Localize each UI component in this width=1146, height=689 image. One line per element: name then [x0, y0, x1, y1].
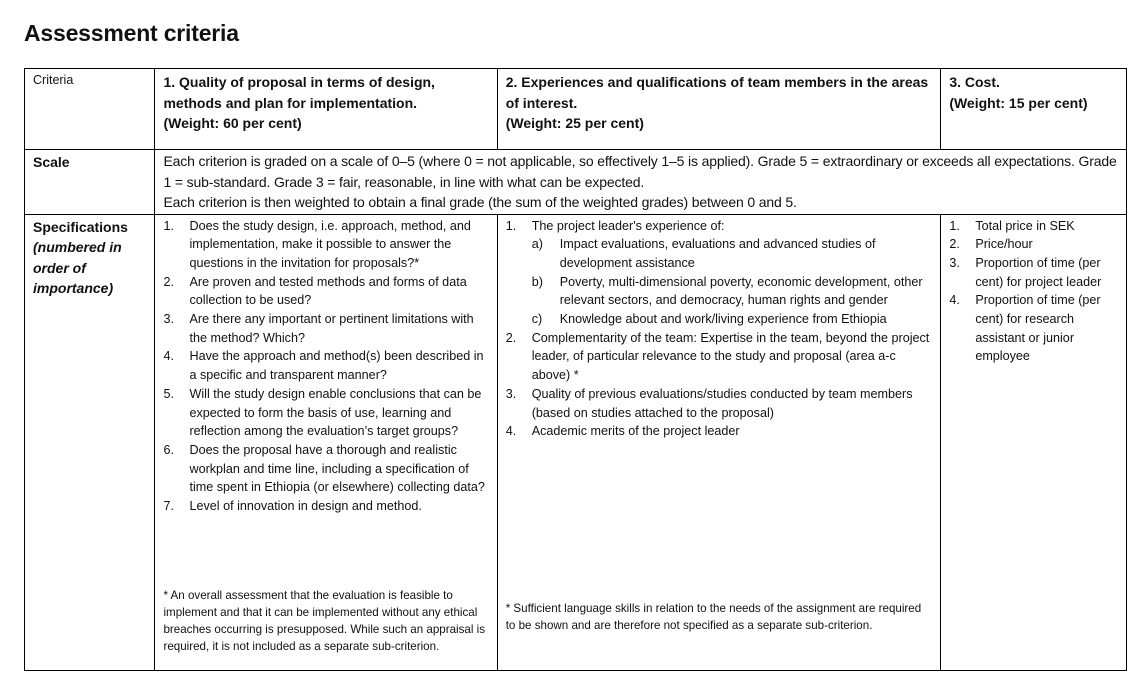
spec-item	[949, 291, 1120, 366]
criterion-2-spec-list	[498, 215, 941, 441]
spec-item	[163, 310, 490, 347]
criterion-2-weight: (Weight: 25 per cent)	[505, 115, 644, 131]
spec-item	[163, 273, 490, 310]
spec-text: Proportion of time (per cent) for project leader	[975, 255, 1102, 289]
scale-label-cell	[25, 150, 155, 215]
spec-text: Will the study design enable conclusions that can be expected to form the basis of use, learning and reflection among the evaluation’s target groups?	[189, 386, 482, 439]
spec-item	[506, 422, 935, 441]
specifications-label-note: (numbered in order of importance)	[33, 239, 122, 296]
spec-item	[949, 217, 1120, 236]
spec-text: Are there any important or pertinent limitations with the method? Which?	[189, 312, 474, 345]
criterion-2-specifications	[497, 214, 941, 670]
spec-item	[163, 217, 490, 273]
spec-number: 4.	[505, 424, 517, 439]
spec-sub-list	[532, 235, 935, 329]
criteria-label: Criteria	[33, 73, 74, 87]
spec-item	[506, 217, 935, 329]
spec-sub-letter: b)	[531, 274, 543, 289]
criterion-1-weight: (Weight: 60 per cent)	[163, 115, 302, 131]
spec-item	[949, 254, 1120, 291]
spec-item	[506, 329, 935, 385]
spec-number: 3.	[949, 255, 960, 270]
spec-item	[506, 385, 935, 422]
specifications-label-cell	[25, 214, 155, 670]
criterion-1-specifications	[155, 214, 497, 670]
spec-item	[163, 441, 490, 497]
spec-text: Does the study design, i.e. approach, method, and implementation, make it possible to answer the questions in the invitation for proposals?*	[189, 218, 471, 270]
spec-text: Have the approach and method(s) been described in a specific and transparent manner?	[189, 349, 484, 383]
spec-number: 2.	[163, 274, 174, 289]
page-title: Assessment criteria	[24, 20, 239, 46]
criterion-1-spec-list	[155, 215, 496, 516]
spec-number: 1.	[949, 218, 960, 233]
spec-text: Price/hour	[975, 237, 1033, 252]
spec-number: 4.	[163, 349, 174, 364]
spec-sub-text: Poverty, multi-dimensional poverty, economic development, other relevant sectors, and democracy, human rights and gender	[559, 274, 923, 308]
criterion-3-title: 3. Cost.	[949, 74, 1000, 90]
spec-text: Level of innovation in design and method.	[189, 499, 422, 514]
criterion-2-title: 2. Experiences and qualifications of team members in the areas of interest.	[505, 74, 929, 111]
specifications-label: Specifications	[33, 218, 128, 235]
criterion-1-footnote: * An overall assessment that the evaluation is feasible to implement and that it can be implemented without any ethical breaches occurring is presupposed. While such an appraisal is required, it is not included as a separate sub-criterion.	[163, 588, 486, 653]
spec-number: 2.	[505, 330, 517, 345]
criterion-3-weight: (Weight: 15 per cent)	[949, 94, 1088, 111]
spec-text: Total price in SEK	[975, 218, 1075, 233]
spec-number: 3.	[163, 312, 174, 327]
criterion-1-title: 1. Quality of proposal in terms of design, methods and plan for implementation.	[163, 74, 435, 111]
criterion-3-specifications	[941, 214, 1127, 670]
spec-text: Does the proposal have a thorough and realistic workplan and time line, including a specification of time spent in Ethiopia (or elsewhere) collecting data?	[189, 442, 485, 495]
criteria-label-cell	[25, 69, 155, 150]
spec-sub-letter: a)	[531, 237, 543, 252]
spec-number: 4.	[949, 293, 960, 308]
spec-item	[949, 235, 1120, 254]
spec-text: Academic merits of the project leader	[531, 424, 740, 439]
spec-text: The project leader's experience of:	[531, 218, 725, 233]
spec-number: 5.	[163, 386, 174, 401]
spec-number: 1.	[163, 218, 174, 233]
scale-weighting-note: Each criterion is then weighted to obtain a final grade (the sum of the weighted grades) between 0 and 5.	[163, 194, 797, 210]
criterion-2-header	[497, 69, 941, 150]
scale-description: Each criterion is graded on a scale of 0–5 (where 0 = not applicable, so effectively 1–5 is applied). Grade 5 = extraordinary or exceeds all expectations. Grade 1 = sub-standard. Grade 3 = fair, reasonable, in line with what can be expected.	[163, 153, 1117, 190]
criterion-3-header	[941, 69, 1127, 150]
spec-item	[163, 347, 490, 384]
spec-sub-item	[532, 273, 935, 310]
spec-number: 2.	[949, 237, 960, 252]
spec-sub-item	[532, 235, 935, 272]
criterion-3-spec-list	[941, 215, 1126, 367]
spec-text: Are proven and tested methods and forms of data collection to be used?	[189, 274, 467, 308]
spec-text: Complementarity of the team: Expertise in the team, beyond the project leader, of particular relevance to the study and proposal (area a-c above) *	[531, 330, 930, 383]
scale-description-cell	[155, 150, 1127, 215]
spec-item	[163, 497, 490, 516]
criterion-1-header	[155, 69, 497, 150]
spec-item	[163, 385, 490, 441]
header-row	[25, 69, 1127, 150]
spec-number: 6.	[163, 442, 174, 457]
spec-number: 1.	[505, 218, 517, 233]
spec-sub-letter: c)	[531, 312, 543, 327]
spec-sub-text: Impact evaluations, evaluations and advanced studies of development assistance	[559, 237, 876, 270]
spec-text: Proportion of time (per cent) for research assistant or junior employee	[975, 293, 1101, 364]
assessment-criteria-table	[24, 68, 1127, 671]
scale-label: Scale	[33, 154, 70, 170]
spec-sub-item	[532, 310, 935, 329]
criterion-2-footnote: * Sufficient language skills in relation to the needs of the assignment are required to be shown and are therefore not specified as a separate sub-criterion.	[505, 601, 922, 632]
spec-number: 7.	[163, 499, 174, 514]
spec-number: 3.	[505, 386, 517, 401]
spec-text: Quality of previous evaluations/studies conducted by team members (based on studies attached to the proposal)	[531, 386, 913, 420]
specifications-row	[25, 214, 1127, 670]
spec-sub-text: Knowledge about and work/living experience from Ethiopia	[559, 312, 887, 327]
scale-row	[25, 150, 1127, 215]
